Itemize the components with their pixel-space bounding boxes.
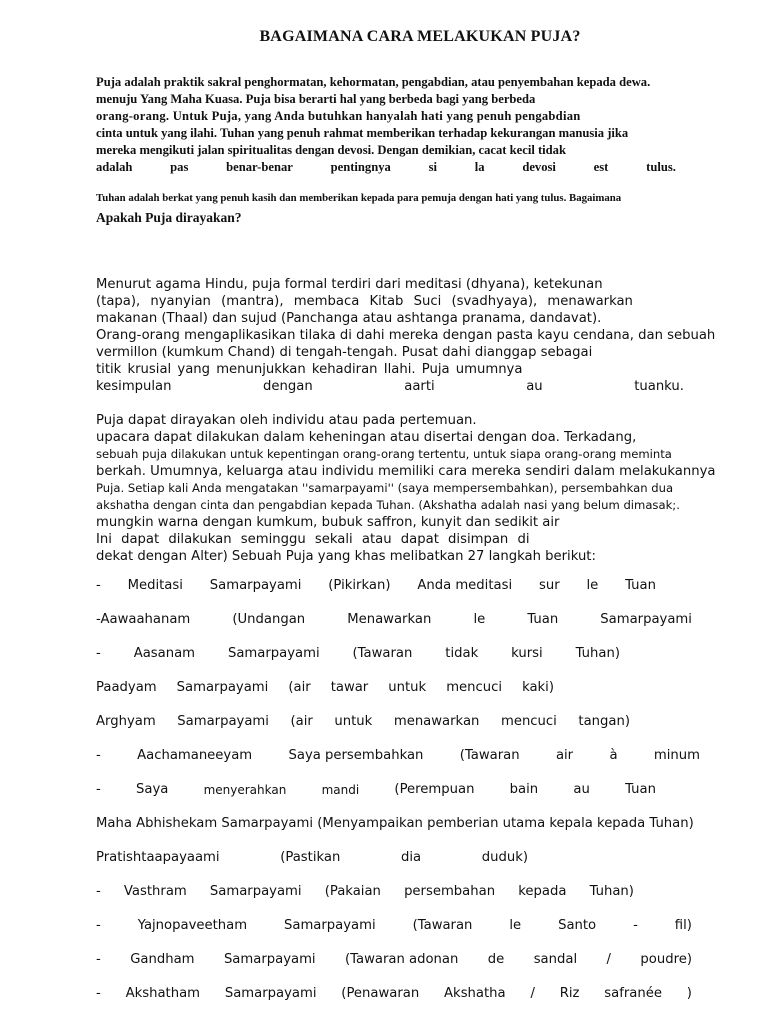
- step-token: Samarpayami: [224, 986, 317, 1001]
- para2-line: Puja dapat dirayakan oleh individu atau pada pertemuan.: [96, 413, 477, 428]
- step-token: Samarpayami: [177, 714, 269, 729]
- word: la: [474, 160, 485, 174]
- document-title: BAGAIMANA CARA MELAKUKAN PUJA?: [259, 28, 581, 45]
- para1-line: (tapa), nyanyian (mantra), membaca Kitab Suci (svadhyaya), menawarkan: [96, 294, 633, 309]
- step-token: -: [96, 748, 101, 763]
- step-token: mandi: [321, 783, 360, 797]
- step-row: [96, 882, 634, 916]
- step-token: (Pastikan: [280, 850, 341, 865]
- step-token: le: [586, 578, 599, 593]
- step-token: tidak: [445, 646, 479, 661]
- step-row: [96, 678, 554, 712]
- para1-line: makanan (Thaal) dan sujud (Panchanga atau ashtanga pranama, dandavat).: [96, 311, 602, 326]
- step-token: (Perempuan: [394, 782, 475, 797]
- step-row: [96, 950, 692, 984]
- step-token: (Tawaran: [459, 748, 520, 763]
- word: est: [593, 160, 609, 174]
- step-token: (Undangan: [232, 612, 306, 627]
- step-token: Saya persembahkan: [288, 748, 424, 763]
- word: dengan: [263, 379, 313, 394]
- step-token: -: [96, 884, 101, 899]
- para2-line: akshatha dengan cinta dan pengabdian kepada Tuhan. (Akshatha adalah nasi yang belum dimasak;.: [96, 498, 680, 512]
- step-token: Akshatha: [444, 986, 506, 1001]
- step-token: Samarpayami: [209, 884, 302, 899]
- word: pas: [170, 160, 189, 174]
- step-token: Tuan: [527, 612, 559, 627]
- word: si: [428, 160, 437, 174]
- step-token: Anda meditasi: [417, 578, 513, 593]
- step-token: Samarpayami: [223, 952, 316, 967]
- word: benar-benar: [226, 160, 293, 174]
- step-token: -: [96, 578, 101, 593]
- step-token: Pratishtaapayaami: [96, 850, 220, 865]
- step-token: minum: [653, 748, 700, 763]
- step-row: [96, 576, 656, 610]
- para1-line: Menurut agama Hindu, puja formal terdiri dari meditasi (dhyana), ketekunan: [96, 277, 603, 292]
- step-token: Aachamaneeyam: [137, 748, 253, 763]
- step-token: persembahan: [404, 884, 496, 899]
- step-token: (Tawaran: [352, 646, 413, 661]
- para2-line: upacara dapat dilakukan dalam keheningan atau disertai dengan doa. Terkadang,: [96, 430, 637, 445]
- step-token: Yajnopaveetham: [137, 918, 248, 933]
- step-token: untuk: [388, 680, 427, 695]
- step-token: tawar: [330, 680, 369, 695]
- step-token: bain: [509, 782, 539, 797]
- step-token: tangan): [578, 714, 630, 729]
- step-token: safranée: [604, 986, 662, 1001]
- step-token: Saya: [136, 782, 169, 797]
- step-token: -: [96, 986, 101, 1001]
- word: pentingnya: [330, 160, 391, 174]
- step-token: le: [509, 918, 522, 933]
- step-token: (air: [288, 680, 311, 695]
- step-token: Paadyam: [96, 680, 157, 695]
- step-token: Tuan: [625, 578, 656, 593]
- para2-line: Ini dapat dilakukan seminggu sekali atau dapat disimpan di: [96, 532, 530, 547]
- step-token: sandal: [533, 952, 578, 967]
- step-token: Riz: [559, 986, 580, 1001]
- step-token: kepada: [518, 884, 567, 899]
- word: tuanku.: [634, 379, 684, 394]
- para2-line: berkah. Umumnya, keluarga atau individu memiliki cara mereka sendiri dalam melakukannya: [96, 464, 716, 479]
- step-token: Tuhan): [575, 646, 620, 661]
- step-token: Samarpayami: [176, 680, 269, 695]
- step-token: -Aawaahanam: [96, 612, 191, 627]
- step-token: au: [573, 782, 590, 797]
- steps-list: [96, 576, 700, 1018]
- step-token: Tuan: [625, 782, 656, 797]
- para2-line: Puja. Setiap kali Anda mengatakan ''samarpayami'' (saya mempersembahkan), persembahkan dua: [96, 481, 674, 495]
- intro-line: orang-orang. Untuk Puja, yang Anda butuhkan hanyalah hati yang penuh pengabdian: [96, 109, 581, 123]
- step-token: à: [609, 748, 618, 763]
- step-token: Vasthram: [123, 884, 187, 899]
- word: kesimpulan: [96, 379, 172, 394]
- body-text: [96, 276, 764, 565]
- step-token: -: [633, 918, 638, 933]
- step-token: Tuhan): [589, 884, 634, 899]
- step-token: untuk: [334, 714, 373, 729]
- intro-last-line: [96, 159, 676, 176]
- step-token: de: [487, 952, 505, 967]
- step-row: [96, 746, 700, 780]
- step-token: Meditasi: [127, 578, 183, 593]
- step-token: fil): [674, 918, 692, 933]
- step-token: kaki): [522, 680, 554, 695]
- step-token: Aasanam: [133, 646, 196, 661]
- para1-line: Orang-orang mengaplikasikan tilaka di dahi mereka dengan pasta kayu cendana, dan sebuah: [96, 328, 716, 343]
- para2-line: dekat dengan Alter) Sebuah Puja yang khas melibatkan 27 langkah berikut:: [96, 549, 596, 564]
- intro-line: menuju Yang Maha Kuasa. Puja bisa berarti hal yang berbeda bagi yang berbeda: [96, 92, 536, 106]
- step-token: -: [96, 646, 101, 661]
- step-token: mencuci: [500, 714, 557, 729]
- intro-line: Puja adalah praktik sakral penghormatan, kehormatan, pengabdian, atau penyembahan kepada dewa.: [96, 75, 651, 89]
- step-token: le: [473, 612, 486, 627]
- step-row: [96, 984, 692, 1018]
- step-token: poudre): [640, 952, 692, 967]
- step-token: Samarpayami: [227, 646, 320, 661]
- para1-last-line: [96, 378, 684, 395]
- step-token: ): [686, 986, 692, 1001]
- step-row: [96, 644, 620, 678]
- intro-line: mereka mengikuti jalan spiritualitas dengan devosi. Dengan demikian, cacat kecil tidak: [96, 143, 566, 157]
- word: aarti: [404, 379, 435, 394]
- step-token: /: [530, 986, 535, 1001]
- step-token: Santo: [558, 918, 597, 933]
- step-token: menawarkan: [393, 714, 480, 729]
- step-token: menyerahkan: [203, 783, 287, 797]
- step-row: [96, 610, 692, 644]
- intro-line: cinta untuk yang ilahi. Tuhan yang penuh rahmat memberikan terhadap kekurangan manusia jika: [96, 126, 629, 140]
- step-token: (air: [290, 714, 313, 729]
- word: au: [526, 379, 543, 394]
- step-token: -: [96, 782, 101, 797]
- step-token: /: [606, 952, 611, 967]
- note-line: Tuhan adalah berkat yang penuh kasih dan memberikan kepada para pemuja dengan hati yang tulus. Bagaimana: [96, 192, 622, 204]
- step-token: (Tawaran: [412, 918, 473, 933]
- step-token: duduk): [481, 850, 528, 865]
- step-token: Menawarkan: [347, 612, 432, 627]
- step-row: [96, 916, 692, 950]
- step-row: [96, 814, 768, 848]
- step-token: Akshatham: [125, 986, 201, 1001]
- para1-line: titik krusial yang menunjukkan kehadiran Ilahi. Puja umumnya: [96, 362, 523, 377]
- step-token: Samarpayami: [284, 918, 376, 933]
- intro-paragraph: [96, 74, 708, 176]
- para2-line: sebuah puja dilakukan untuk kepentingan orang-orang tertentu, untuk siapa orang-orang meminta: [96, 447, 672, 461]
- step-token: (Penawaran: [341, 986, 420, 1001]
- step-token: sur: [538, 578, 560, 593]
- step-token: Arghyam: [96, 714, 156, 729]
- step-row: [96, 712, 630, 746]
- step-row: [96, 780, 656, 814]
- word: adalah: [96, 160, 133, 174]
- subheading: Apakah Puja dirayakan?: [96, 210, 242, 225]
- word: devosi: [522, 160, 556, 174]
- step-token: Gandham: [130, 952, 195, 967]
- word: tulus.: [646, 160, 676, 174]
- step-token: (Tawaran adonan: [345, 952, 459, 967]
- step-token: mencuci: [446, 680, 503, 695]
- step-token: Samarpayami: [209, 578, 302, 593]
- step-token: (Pikirkan): [328, 578, 391, 593]
- step-token: Maha Abhishekam Samarpayami (Menyampaikan pemberian utama kepala kepada Tuhan): [96, 816, 694, 831]
- para2-line: mungkin warna dengan kumkum, bubuk saffron, kunyit dan sedikit air: [96, 515, 560, 530]
- step-token: kursi: [511, 646, 543, 661]
- para1-line: vermillon (kumkum Chand) di tengah-tengah. Pusat dahi dianggap sebagai: [96, 345, 593, 360]
- step-token: dia: [400, 850, 422, 865]
- step-token: (Pakaian: [324, 884, 381, 899]
- step-token: air: [555, 748, 574, 763]
- step-row: [96, 848, 528, 882]
- step-token: -: [96, 952, 101, 967]
- step-token: -: [96, 918, 101, 933]
- step-token: Samarpayami: [600, 612, 692, 627]
